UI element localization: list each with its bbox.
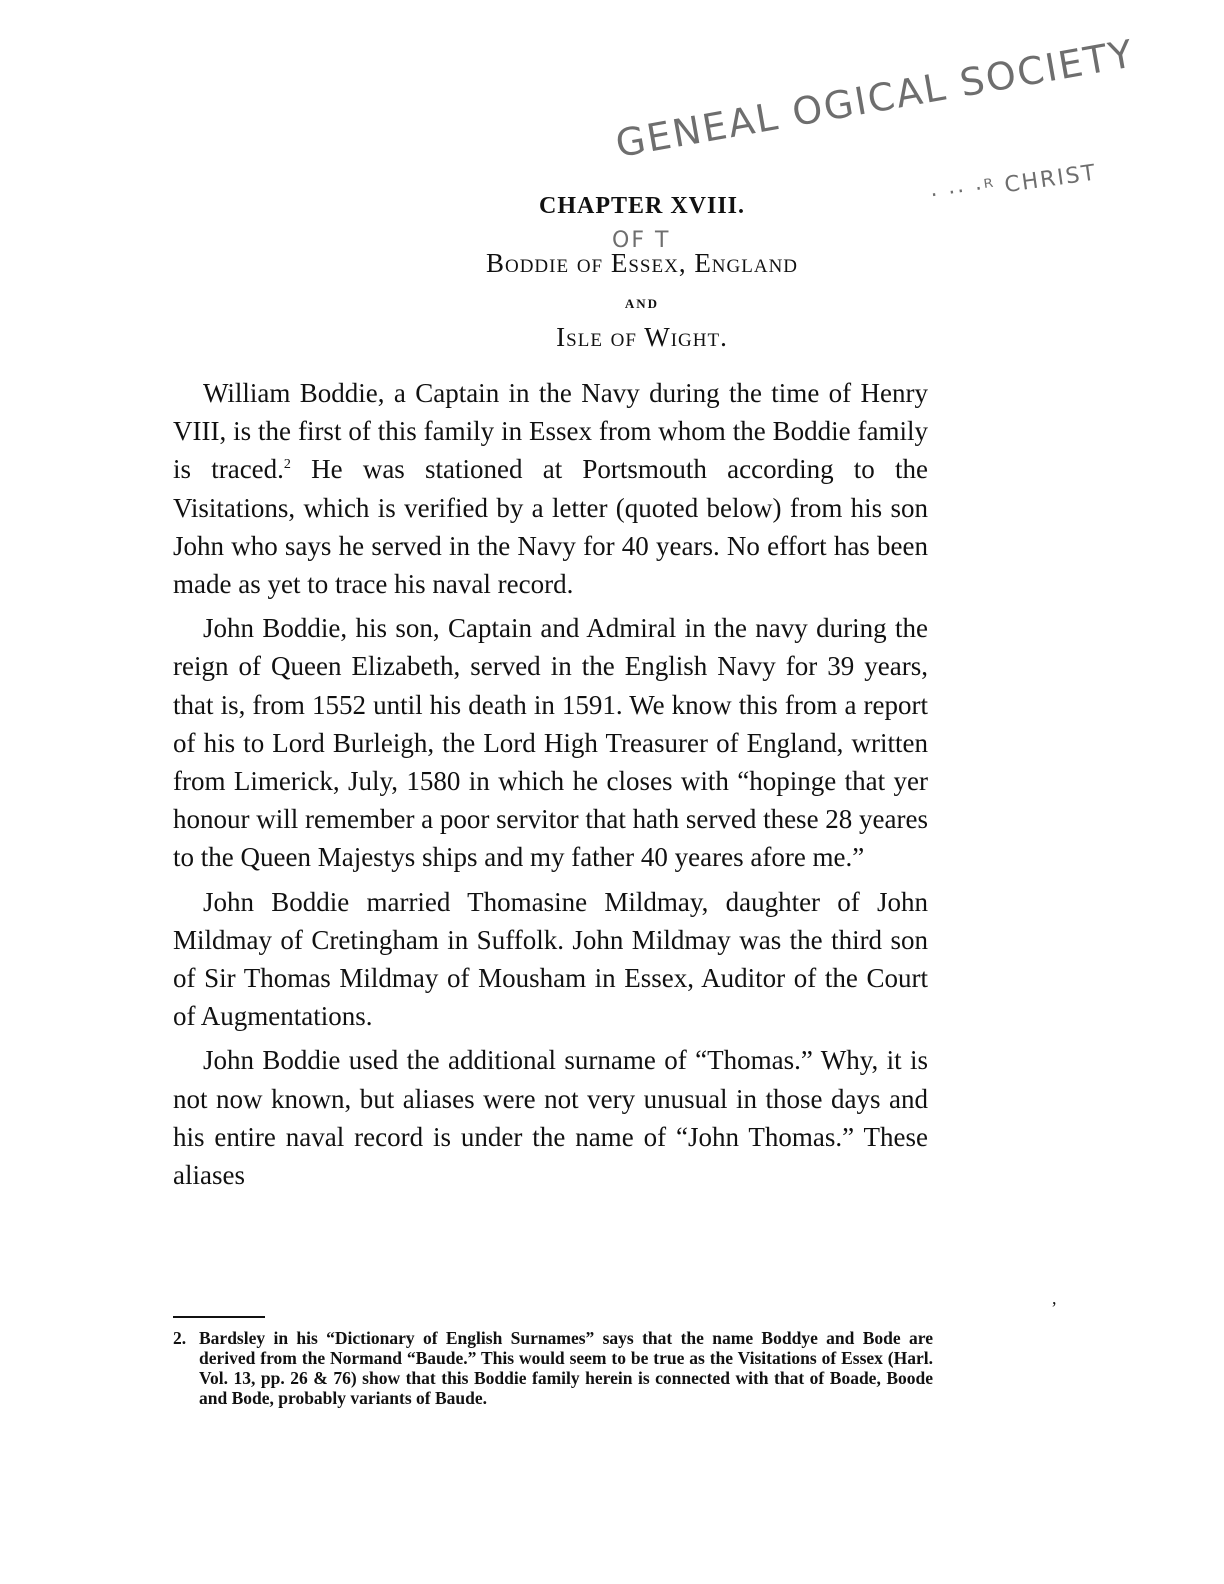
paragraph-text: John Boddie married Thomasine Mildmay, daughter of John Mildmay of Cretingham in Suffolk. John Mildmay was the third son of Sir Thomas Mildmay of Mousham in Essex, Auditor of the Court of Augmentations.	[173, 886, 928, 1032]
paragraph	[173, 374, 928, 603]
paragraph-text: John Boddie used the additional surname of “Thomas.” Why, it is not now known, but aliases were not very unusual in those days and his entire naval record is under the name of “John Thomas.” These aliases	[173, 1045, 928, 1191]
paragraph	[173, 609, 928, 876]
subtitle-line3: Isle of Wight.	[556, 322, 728, 352]
library-stamp-line2: · ·· ·ᴿ CHRIST	[929, 160, 1099, 209]
paragraph-text: John Boddie, his son, Captain and Admiral in the navy during the reign of Queen Elizabeth, served in the English Navy for 39 years, that is, from 1552 until his death in 1591. We know this from a report of his to Lord Burleigh, the Lord High Treasurer of England, written from Limerick, July, 1580 in which he closes with “hopinge that yer honour will remember a poor servitor that hath served these 28 yeares to the Queen Majestys ships and my father 40 yeares afore me.”	[173, 613, 928, 873]
library-stamp-line1: GENEAL OGICAL SOCIETY	[612, 31, 1138, 166]
subtitle-line1: Boddie of Essex, England	[485, 248, 799, 278]
paragraph	[173, 1041, 928, 1194]
paragraph-text: William Boddie, a Captain in the Navy during the time of Henry VIII, is the first of this family in Essex from whom the Boddie family is traced.	[173, 378, 928, 485]
subtitle-line2: and	[624, 292, 660, 313]
paragraph-text: He was stationed at Portsmouth according to the Visitations, which is verified by a letter (quoted below) from his son John who says he served in the Navy for 40 years. No effort has been made as yet to trace his naval record.	[173, 454, 929, 600]
footnote	[173, 1328, 933, 1408]
chapter-title: CHAPTER XVIII.	[538, 193, 746, 219]
paragraph	[173, 883, 928, 1036]
body-text	[173, 374, 928, 1200]
margin-mark: ,	[1052, 1288, 1057, 1308]
footnote-number: 2.	[173, 1328, 187, 1348]
library-stamp-line3: OF T	[612, 228, 671, 253]
footnote-divider	[173, 1316, 265, 1318]
footnote-reference: 2	[283, 457, 291, 473]
footnote-text: Bardsley in his “Dictionary of English Surnames” says that the name Boddye and Bode are derived from the Normand “Baude.” This would seem to be true as the Visitations of Essex (Harl. Vol. 13, pp. 26 & 76) show that this Boddie family herein is connected with that of Boade, Boode and Bode, probably variants of Baude.	[199, 1328, 933, 1408]
